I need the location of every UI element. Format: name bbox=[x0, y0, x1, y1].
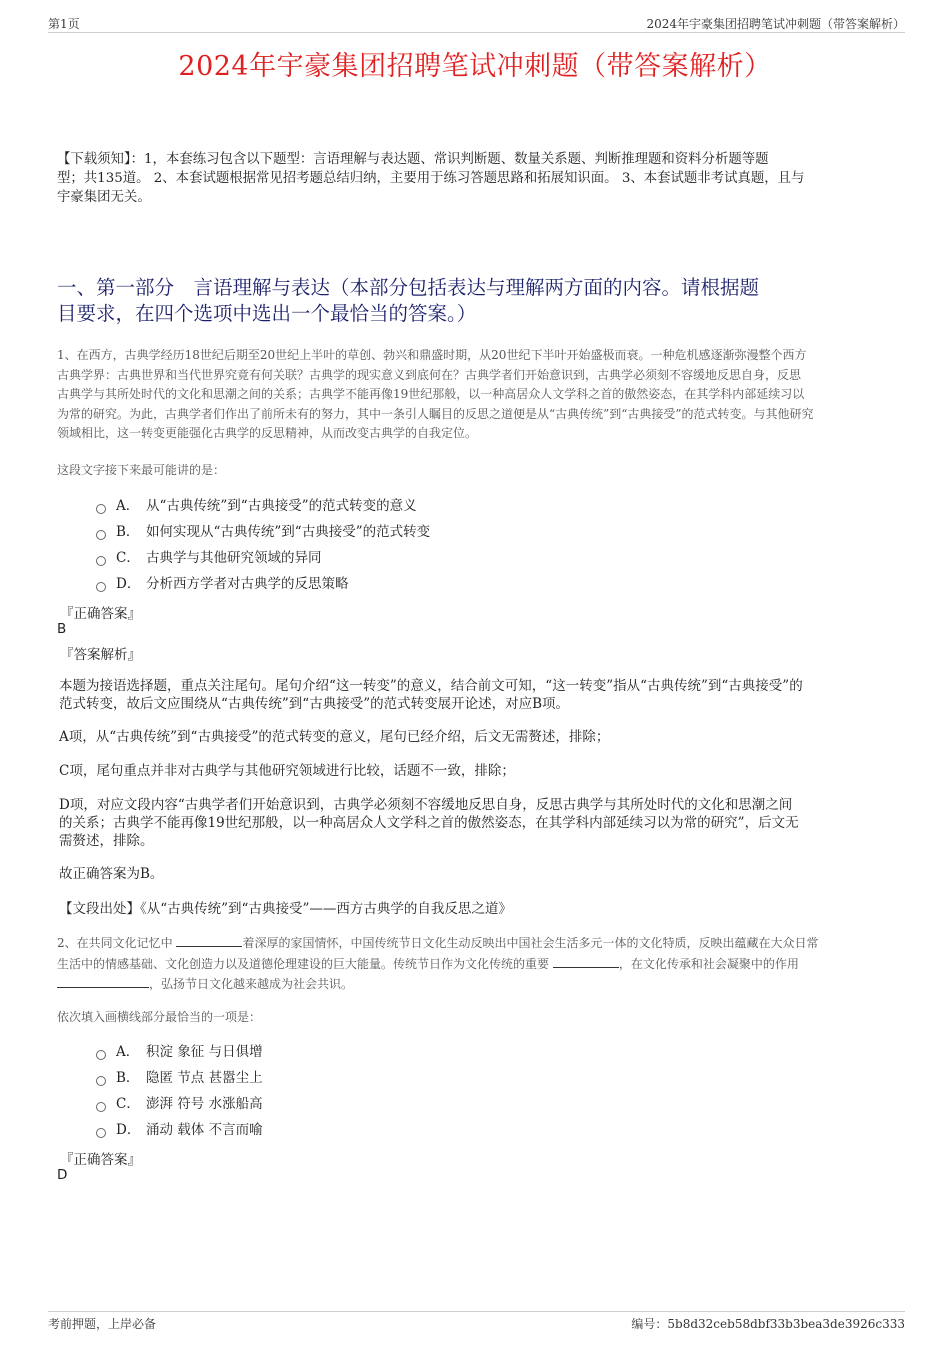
correct-answer-label: 『正确答案』 bbox=[60, 1152, 141, 1168]
option-a[interactable] bbox=[96, 1039, 263, 1065]
option-text: 积淀 象征 与日俱增 bbox=[146, 1044, 263, 1060]
page-title: 2024年宇豪集团招聘笔试冲刺题（带答案解析） bbox=[178, 51, 772, 82]
page-footer bbox=[48, 1311, 905, 1332]
question-2-options bbox=[96, 1039, 263, 1143]
header-doc-title: 2024年宇豪集团招聘笔试冲刺题（带答案解析） bbox=[646, 17, 905, 31]
stem-line: 1、在西方，古典学经历18世纪后期至20世纪上半叶的草创、勃兴和鼎盛时期，从20世纪下半叶开始盛极而衰。一种危机感逐渐弥漫整个西方 bbox=[57, 348, 807, 362]
analysis-paragraph: C项，尾句重点并非对古典学与其他研究领域进行比较，话题不一致，排除； bbox=[59, 763, 515, 779]
option-text: 从“古典传统”到“古典接受”的范式转变的意义 bbox=[146, 498, 417, 514]
analysis-paragraph: A项，从“古典传统”到“古典接受”的范式转变的意义，尾句已经介绍，后文无需赘述，排除； bbox=[59, 729, 610, 745]
analysis-line: 本题为接语选择题，重点关注尾句。尾句介绍“这一转变”的意义，结合前文可知，“这一转变”指从“古典传统”到“古典接受”的 bbox=[59, 678, 803, 694]
answer-analysis-label: 『答案解析』 bbox=[60, 647, 141, 663]
download-notice bbox=[57, 150, 897, 207]
option-letter: B． bbox=[116, 524, 140, 540]
stem-text: 着深厚的家国情怀，中国传统节日文化生动反映出中国社会生活多元一体的文化特质，反映出蕴藏在大众日常 bbox=[242, 936, 819, 950]
analysis-paragraph: 故正确答案为B。 bbox=[59, 866, 164, 882]
radio-icon[interactable] bbox=[96, 556, 106, 566]
section-heading-line: 一、第一部分 言语理解与表达（本部分包括表达与理解两方面的内容。请根据题 bbox=[57, 276, 760, 299]
page-header bbox=[48, 12, 905, 33]
footer-serial: 编号：5b8d32ceb58dbf33b3bea3de3926c333 bbox=[631, 1317, 905, 1331]
source-citation: 【文段出处】《从“古典传统”到“古典接受”——西方古典学的自我反思之道》 bbox=[59, 901, 512, 917]
radio-icon[interactable] bbox=[96, 1102, 106, 1112]
radio-icon[interactable] bbox=[96, 582, 106, 592]
option-text: 如何实现从“古典传统”到“古典接受”的范式转变 bbox=[146, 524, 431, 540]
radio-icon[interactable] bbox=[96, 1050, 106, 1060]
option-letter: A． bbox=[116, 1044, 140, 1060]
page-number: 第1页 bbox=[48, 17, 80, 31]
notice-line: 型；共135道。 2、本套试题根据常见招考题总结归纳，主要用于练习答题思路和拓展知识面。 3、本套试题非考试真题，且与 bbox=[57, 171, 805, 186]
analysis-paragraph bbox=[59, 796, 899, 850]
option-d[interactable] bbox=[96, 1117, 263, 1143]
notice-line: 【下载须知】：1，本套练习包含以下题型：言语理解与表达题、常识判断题、数量关系题、判断推理题和资料分析题等题 bbox=[57, 152, 769, 167]
option-text: 古典学与其他研究领域的异同 bbox=[146, 550, 322, 566]
option-text: 分析西方学者对古典学的反思策略 bbox=[146, 576, 349, 592]
stem-line: 古典学与其所处时代的文化和思潮之间的关系；古典学不能再像19世纪那般，以一种高居众人文学科之首的傲然姿态，在其学科内部延续习以 bbox=[57, 387, 805, 401]
option-letter: D． bbox=[116, 1122, 141, 1138]
analysis-line: 需赘述，排除。 bbox=[59, 833, 154, 849]
stem-text: 生活中的情感基础、文化创造力以及道德伦理建设的巨大能量。传统节日作为文化传统的重要 bbox=[57, 956, 553, 971]
radio-icon[interactable] bbox=[96, 530, 106, 540]
option-b[interactable] bbox=[96, 519, 430, 545]
option-letter: A． bbox=[116, 498, 140, 514]
radio-icon[interactable] bbox=[96, 1076, 106, 1086]
radio-icon[interactable] bbox=[96, 1128, 106, 1138]
option-a[interactable] bbox=[96, 493, 430, 519]
option-letter: D． bbox=[116, 576, 141, 592]
radio-icon[interactable] bbox=[96, 504, 106, 514]
option-letter: C． bbox=[116, 550, 140, 566]
stem-text: ，在文化传承和社会凝聚中的作用 bbox=[618, 956, 799, 971]
question-1-prompt: 这段文字接下来最可能讲的是： bbox=[57, 463, 226, 477]
option-text: 澎湃 符号 水涨船高 bbox=[146, 1096, 263, 1112]
question-2-prompt: 依次填入画横线部分最恰当的一项是： bbox=[57, 1010, 262, 1024]
stem-line: 为常的研究。为此，古典学者们作出了前所未有的努力，其中一条引人瞩目的反思之道便是从“古典传统”到“古典接受”的范式转变。与其他研究 bbox=[57, 406, 814, 421]
fill-blank bbox=[57, 974, 149, 988]
option-c[interactable] bbox=[96, 545, 430, 571]
analysis-line: D项，对应文段内容“古典学者们开始意识到，古典学必须刻不容缓地反思自身，反思古典学与其所处时代的文化和思潮之间 bbox=[59, 797, 793, 813]
option-d[interactable] bbox=[96, 571, 430, 597]
stem-text: 2、在共同文化记忆中 bbox=[57, 936, 177, 950]
question-1-options bbox=[96, 493, 430, 597]
analysis-line: 的关系；古典学不能再像19世纪那般，以一种高居众人文学科之首的傲然姿态，在其学科内部延续习以为常的研究”，后文无 bbox=[59, 815, 799, 831]
section-heading bbox=[57, 275, 897, 327]
option-text: 隐匿 节点 甚嚣尘上 bbox=[146, 1070, 263, 1086]
fill-blank bbox=[176, 933, 242, 947]
section-heading-line: 目要求，在四个选项中选出一个最恰当的答案。） bbox=[57, 302, 477, 325]
fill-blank bbox=[553, 954, 619, 968]
stem-text: ，弘扬节日文化越来越成为社会共识。 bbox=[149, 977, 354, 991]
footer-slogan: 考前押题，上岸必备 bbox=[48, 1317, 157, 1331]
stem-line: 古典学界：古典世界和当代世界究竟有何关联？古典学的现实意义到底何在？古典学者们开始意识到，古典学必须刻不容缓地反思自身，反思 bbox=[57, 367, 802, 382]
option-c[interactable] bbox=[96, 1091, 263, 1117]
question-1-stem bbox=[57, 346, 902, 444]
option-letter: B． bbox=[116, 1070, 140, 1086]
correct-answer-label: 『正确答案』 bbox=[60, 606, 141, 622]
notice-line: 宇豪集团无关。 bbox=[57, 190, 151, 205]
stem-line: 领域相比，这一转变更能强化古典学的反思精神，从而改变古典学的自我定位。 bbox=[57, 426, 478, 440]
analysis-paragraph bbox=[59, 677, 899, 713]
option-text: 涌动 载体 不言而喻 bbox=[146, 1122, 263, 1138]
analysis-line: 范式转变，故后文应围绕从“古典传统”到“古典接受”的范式转变展开论述，对应B项。 bbox=[59, 696, 570, 712]
option-letter: C． bbox=[116, 1096, 140, 1112]
question-2-stem bbox=[57, 933, 902, 995]
correct-answer: D bbox=[57, 1167, 68, 1183]
option-b[interactable] bbox=[96, 1065, 263, 1091]
correct-answer: B bbox=[57, 621, 67, 637]
